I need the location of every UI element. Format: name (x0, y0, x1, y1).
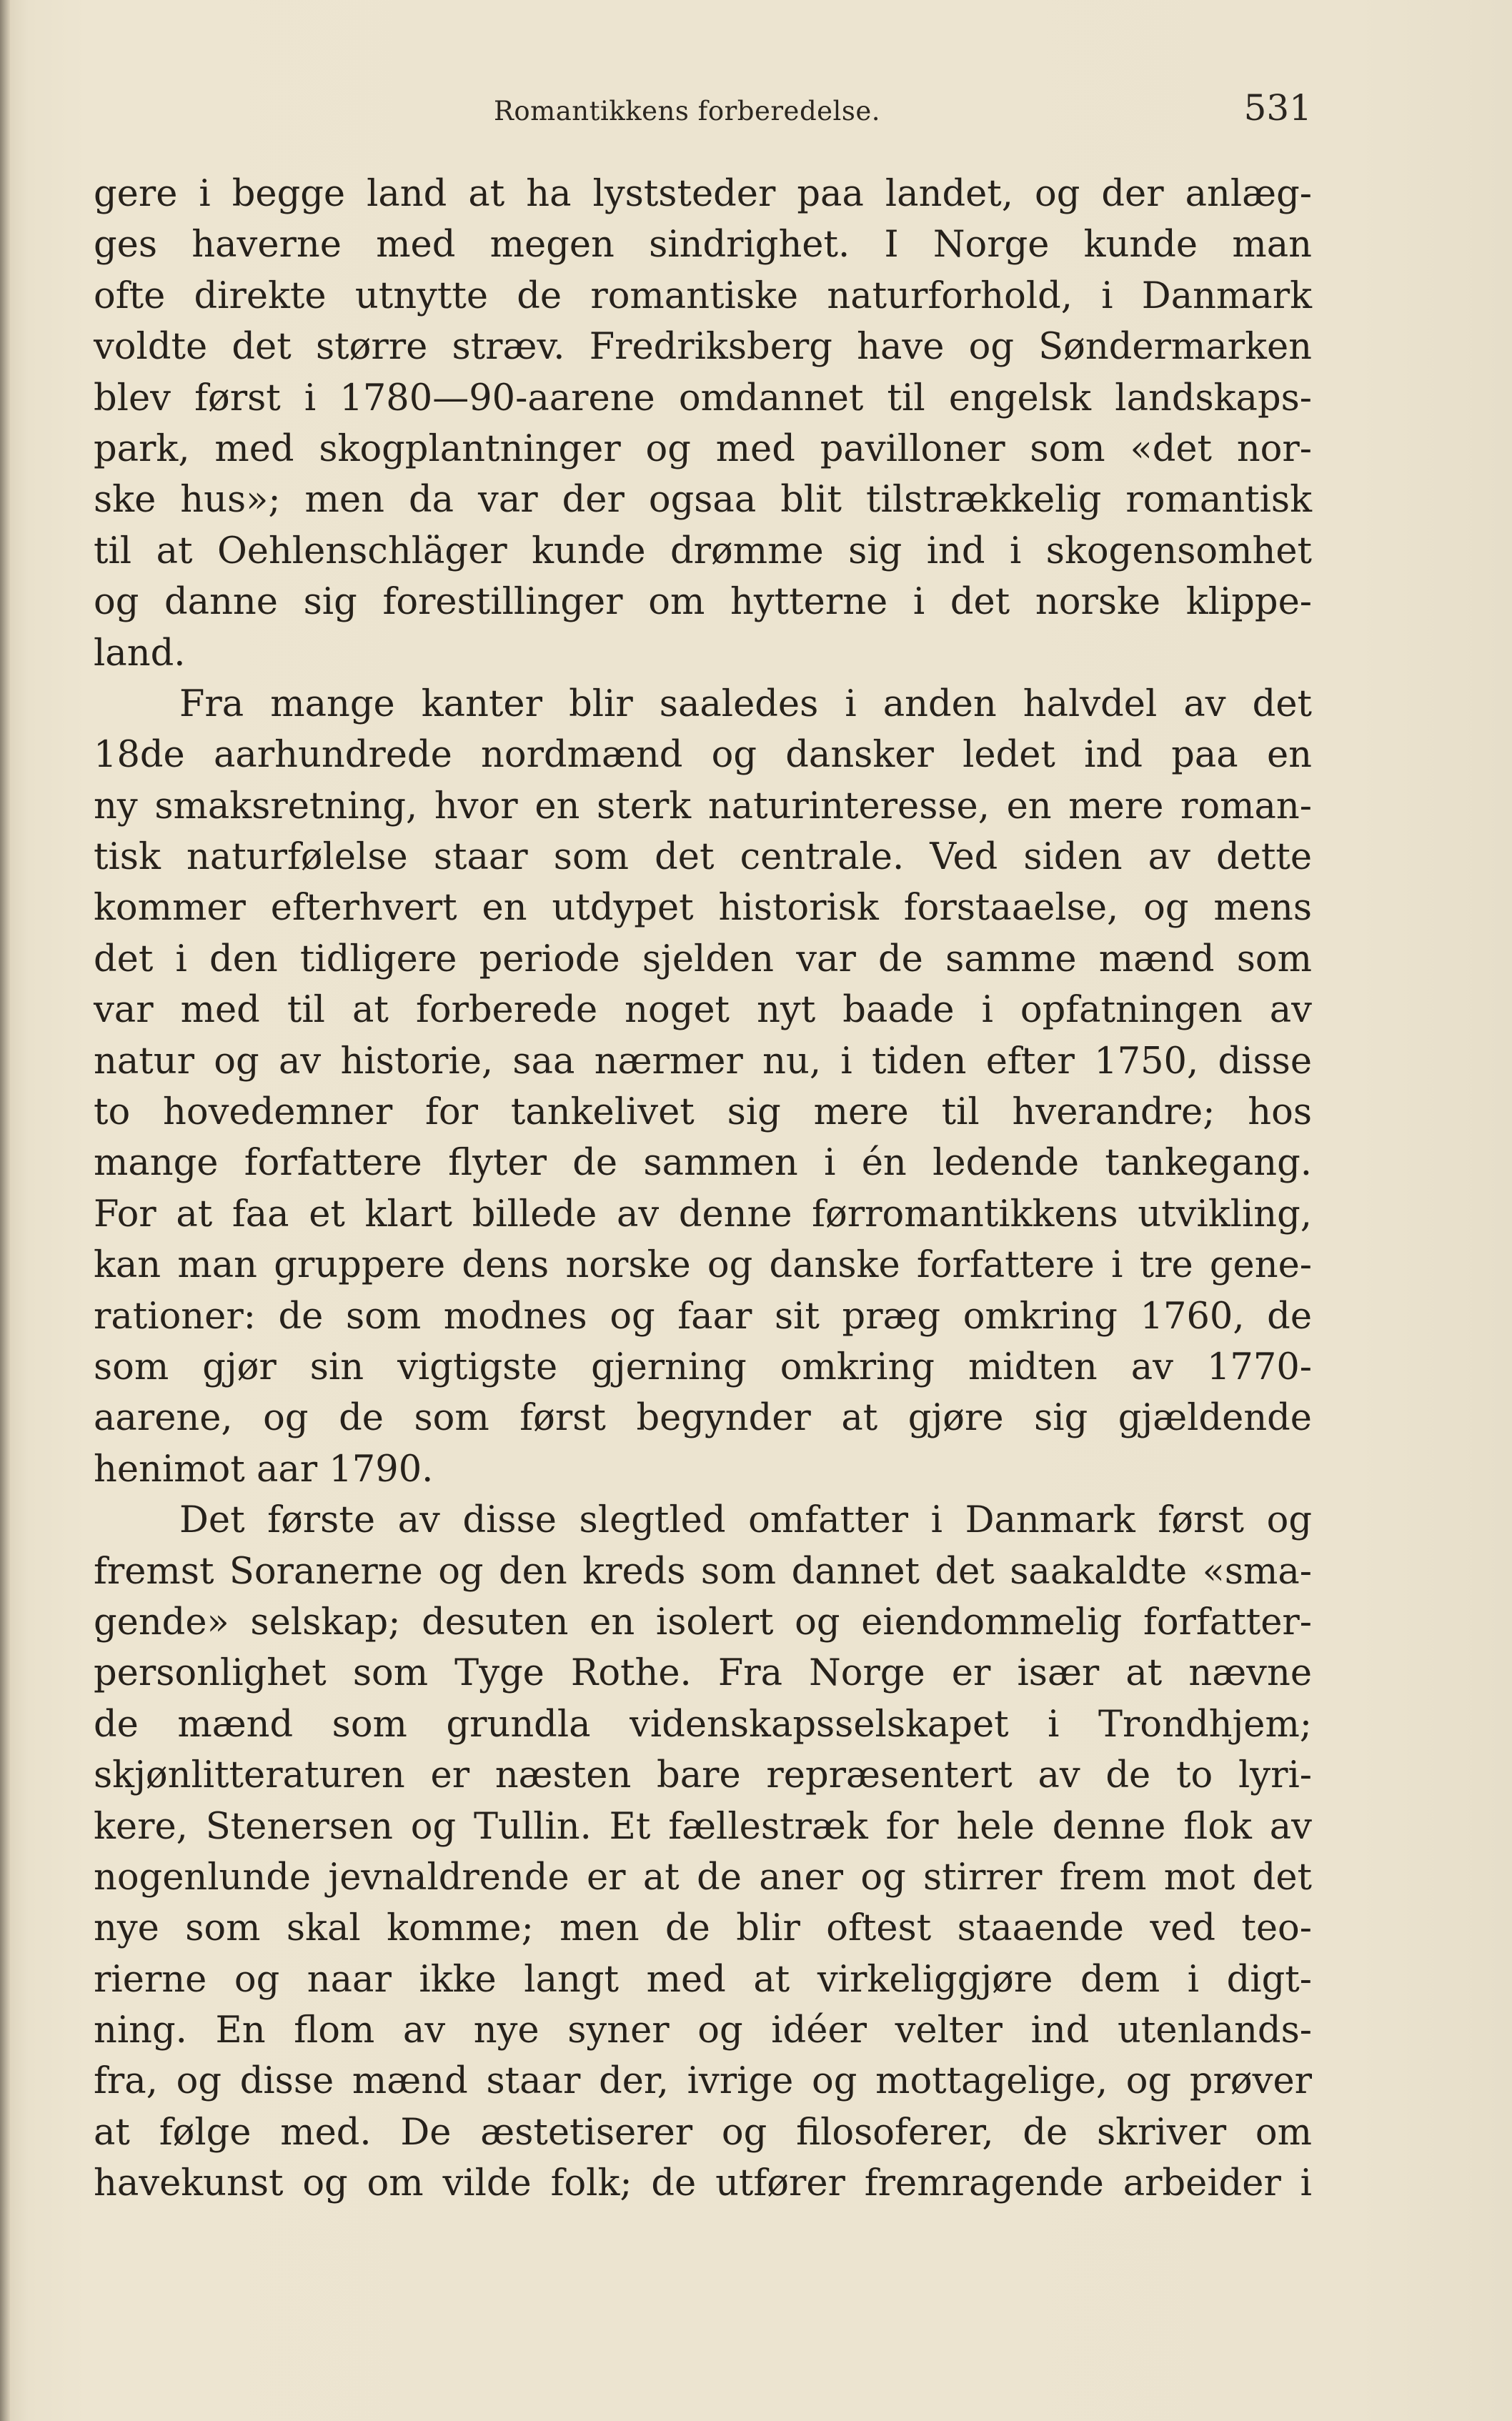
text-line: som gjør sin vigtigste gjerning omkring midten av 1770- (94, 1346, 1312, 1388)
text-line: personlighet som Tyge Rothe. Fra Norge er især at nævne (94, 1652, 1312, 1695)
body-text (94, 169, 1312, 2209)
text-line: kommer efterhvert en utdypet historisk forstaaelse, og mens (94, 887, 1312, 930)
text-line: kere, Stenersen og Tullin. Et fællestræk for hele denne flok av (94, 1805, 1312, 1848)
text-line: var med til at forberede noget nyt baade i opfatningen av (94, 989, 1312, 1032)
text-line: til at Oehlenschläger kunde drømme sig ind i skogensomhet (94, 530, 1312, 572)
text-line: skjønlitteraturen er næsten bare repræsentert av de to lyri- (94, 1754, 1312, 1797)
text-line: havekunst og om vilde folk; de utfører fremragende arbeider i (94, 2162, 1312, 2205)
book-spine-edge (0, 0, 10, 2421)
paragraph-3 (94, 1495, 1312, 2209)
text-line: fremst Soranerne og den kreds som dannet det saakaldte «sma- (94, 1550, 1312, 1593)
page-number: 531 (1243, 87, 1312, 129)
text-line: nogenlunde jevnaldrende er at de aner og stirrer frem mot det (94, 1856, 1312, 1899)
text-line: park, med skogplantninger og med pavilloner som «det nor- (94, 427, 1312, 470)
text-line: For at faa et klart billede av denne førromantikkens utvikling, (94, 1193, 1312, 1236)
text-line: fra, og disse mænd staar der, ivrige og mottagelige, og prøver (94, 2060, 1312, 2103)
running-title: Romantikkens forberedelse. (494, 96, 881, 126)
text-line: aarene, og de som først begynder at gjøre sig gjældende (94, 1397, 1312, 1440)
text-line: mange forfattere flyter de sammen i én ledende tankegang. (94, 1142, 1312, 1185)
text-line: tisk naturfølelse staar som det centrale. Ved siden av dette (94, 836, 1312, 879)
text-line: ning. En flom av nye syner og idéer velter ind utenlands- (94, 2009, 1312, 2052)
text-line: nye som skal komme; men de blir oftest staaende ved teo- (94, 1907, 1312, 1950)
text-line: gere i begge land at ha lyststeder paa landet, og der anlæg- (94, 173, 1312, 215)
paragraph-1 (94, 169, 1312, 679)
text-line: Fra mange kanter blir saaledes i anden halvdel av det (179, 682, 1312, 725)
text-line: voldte det større stræv. Fredriksberg have og Søndermarken (94, 326, 1312, 369)
text-line: at følge med. De æstetiserer og filosoferer, de skriver om (94, 2111, 1312, 2154)
paragraph-2 (94, 679, 1312, 1495)
page-header (94, 87, 1312, 137)
text-line: land. (94, 632, 186, 675)
text-line: blev først i 1780—90-aarene omdannet til engelsk landskaps- (94, 377, 1312, 419)
text-line: natur og av historie, saa nærmer nu, i tiden efter 1750, disse (94, 1040, 1312, 1083)
text-line: henimot aar 1790. (94, 1448, 434, 1491)
text-line: ges haverne med megen sindrighet. I Norge kunde man (94, 224, 1312, 267)
text-line: to hovedemner for tankelivet sig mere til hverandre; hos (94, 1091, 1312, 1134)
text-line: Det første av disse slegtled omfatter i Danmark først og (179, 1499, 1312, 1542)
text-line: rierne og naar ikke langt med at virkeliggjøre dem i digt- (94, 1958, 1312, 2001)
text-line: og danne sig forestillinger om hytterne i det norske klippe- (94, 581, 1312, 624)
text-line: kan man gruppere dens norske og danske forfattere i tre gene- (94, 1244, 1312, 1287)
text-line: 18de aarhundrede nordmænd og dansker ledet ind paa en (94, 734, 1312, 777)
text-line: rationer: de som modnes og faar sit præg omkring 1760, de (94, 1295, 1312, 1338)
text-line: ske hus»; men da var der ogsaa blit tilstrækkelig romantisk (94, 479, 1312, 522)
text-line: det i den tidligere periode sjelden var de samme mænd som (94, 938, 1312, 980)
text-line: ofte direkte utnytte de romantiske naturforhold, i Danmark (94, 274, 1312, 317)
text-line: ny smaksretning, hvor en sterk naturinteresse, en mere roman- (94, 785, 1312, 827)
text-line: gende» selskap; desuten en isolert og eiendommelig forfatter- (94, 1601, 1312, 1644)
text-line: de mænd som grundla videnskapsselskapet i Trondhjem; (94, 1703, 1312, 1746)
